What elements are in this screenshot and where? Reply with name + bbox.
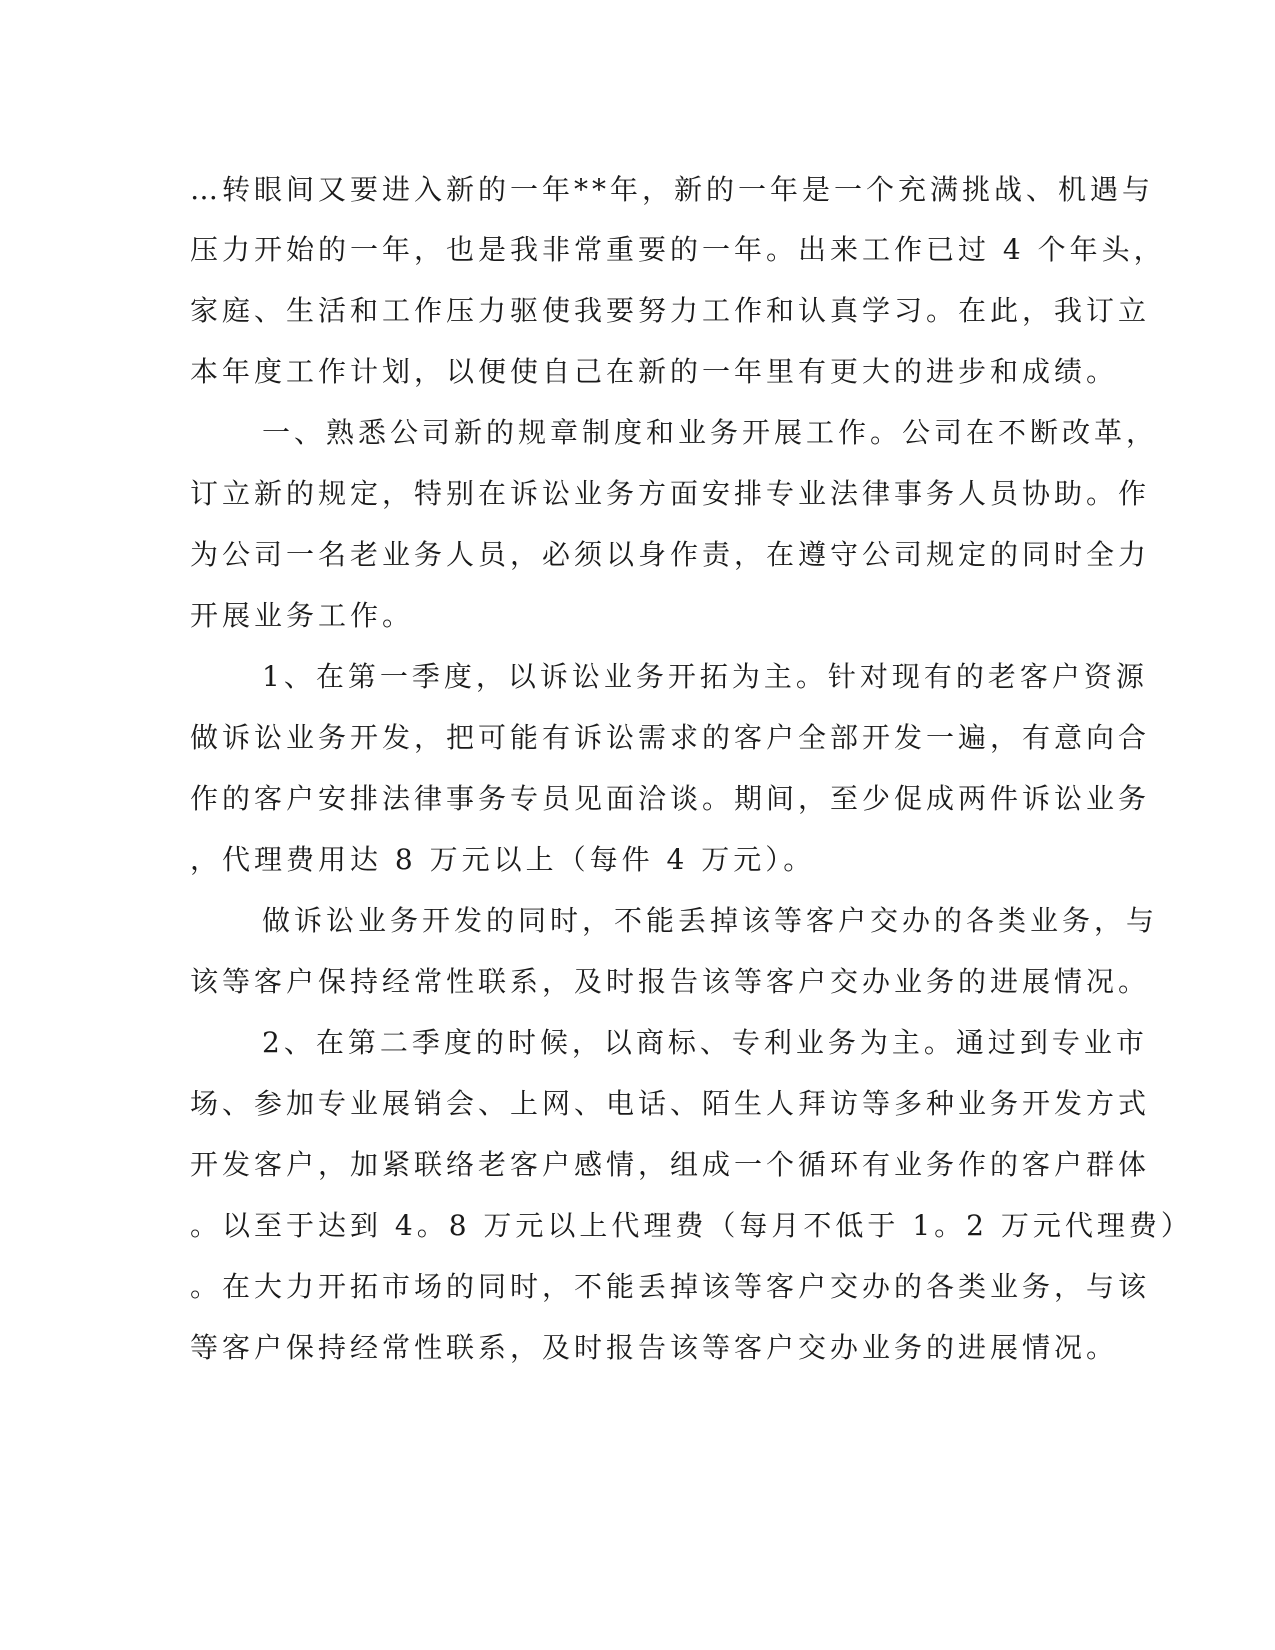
text-line: 该等客户保持经常性联系，及时报告该等客户交办业务的进展情况。 <box>190 965 1151 998</box>
text-line: 作的客户安排法律事务专员见面洽谈。期间，至少促成两件诉讼业务 <box>190 782 1151 815</box>
text-line: 订立新的规定，特别在诉讼业务方面安排专业法律事务人员协助。作 <box>190 477 1151 510</box>
text-line: 家庭、生活和工作压力驱使我要努力工作和认真学习。在此，我订立 <box>190 294 1151 327</box>
text-line: 开展业务工作。 <box>190 599 415 632</box>
text-line: 本年度工作计划，以便使自己在新的一年里有更大的进步和成绩。 <box>190 355 1119 388</box>
text-line: 。在大力开拓市场的同时，不能丢掉该等客户交办的各类业务，与该 <box>190 1270 1151 1303</box>
text-line: 场、参加专业展销会、上网、电话、陌生人拜访等多种业务开发方式 <box>190 1087 1151 1120</box>
text-line: 等客户保持经常性联系，及时报告该等客户交办业务的进展情况。 <box>190 1331 1119 1364</box>
text-line: …转眼间又要进入新的一年**年，新的一年是一个充满挑战、机遇与 <box>190 173 1155 206</box>
paragraph-line: 做诉讼业务开发的同时，不能丢掉该等客户交办的各类业务，与 <box>262 904 1159 937</box>
text-line: ，代理费用达 8 万元以上（每件 4 万元）。 <box>190 843 816 876</box>
text-line: 开发客户，加紧联络老客户感情，组成一个循环有业务作的客户群体 <box>190 1148 1151 1181</box>
section-heading-line: 一、熟悉公司新的规章制度和业务开展工作。公司在不断改革， <box>262 416 1159 449</box>
text-line: 。以至于达到 4。8 万元以上代理费（每月不低于 1。2 万元代理费） <box>190 1209 1193 1242</box>
text-line: 为公司一名老业务人员，必须以身作责，在遵守公司规定的同时全力 <box>190 538 1151 571</box>
text-line: 压力开始的一年，也是我非常重要的一年。出来工作已过 4 个年头， <box>190 233 1166 266</box>
list-item-line: 1、在第一季度，以诉讼业务开拓为主。针对现有的老客户资源 <box>262 660 1148 693</box>
list-item-line: 2、在第二季度的时候，以商标、专利业务为主。通过到专业市 <box>262 1026 1148 1059</box>
text-line: 做诉讼业务开发，把可能有诉讼需求的客户全部开发一遍，有意向合 <box>190 721 1151 754</box>
